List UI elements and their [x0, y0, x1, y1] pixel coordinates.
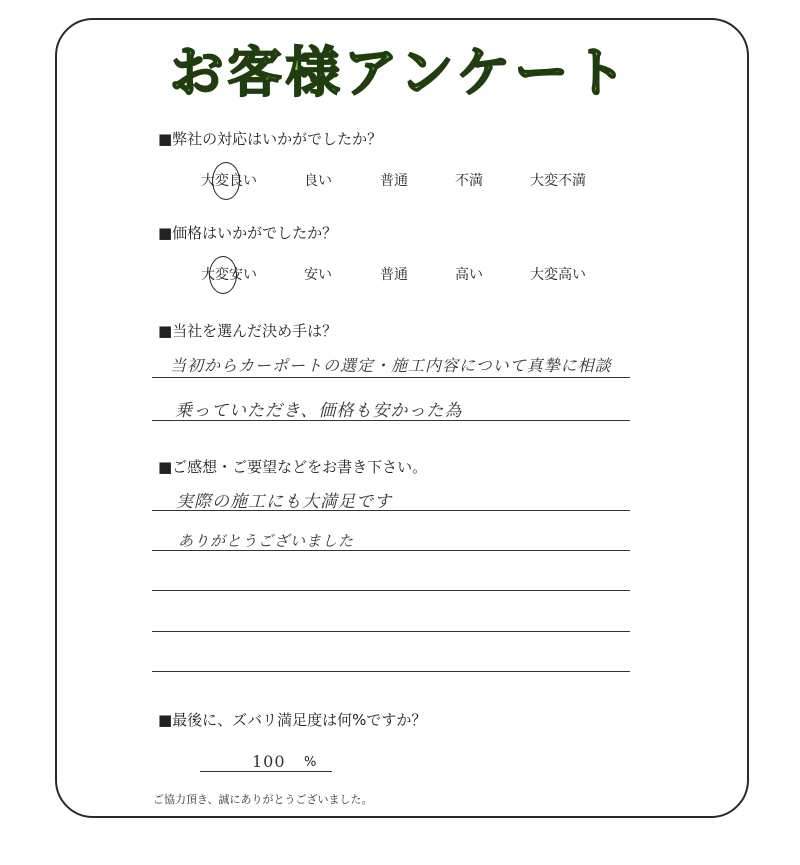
- q3-answer-line-2: 乗っていただき、価格も安かった為: [175, 401, 463, 421]
- q3-answer-line-1: 当初からカーポートの選定・施工内容について真摯に相談: [170, 356, 612, 375]
- footer-thanks: ご協力頂き、誠にありがとうございました。: [153, 793, 373, 806]
- q3-answer-rule-2: [152, 420, 630, 421]
- question-service: ■弊社の対応はいかがでしたか？: [158, 130, 383, 148]
- question-deciding-factor: ■当社を選んだ決め手は？: [158, 322, 338, 340]
- q1-option-good[interactable]: 良い: [304, 173, 332, 189]
- q4-answer-rule-1: [152, 510, 630, 511]
- q1-option-normal[interactable]: 普通: [380, 173, 408, 189]
- q1-option-dissatisfied[interactable]: 不満: [455, 173, 483, 189]
- q2-selected-circle: [209, 256, 237, 294]
- q2-option-cheap[interactable]: 安い: [304, 267, 332, 283]
- q3-answer-rule-1: [152, 377, 630, 378]
- q2-option-normal[interactable]: 普通: [380, 267, 408, 283]
- q4-answer-rule-3: [152, 590, 630, 591]
- satisfaction-value: 100: [252, 752, 286, 771]
- q4-answer-rule-2: [152, 550, 630, 551]
- q2-option-very-expensive[interactable]: 大変高い: [530, 267, 586, 283]
- q4-answer-line-2: ありがとうございました: [178, 532, 355, 550]
- q1-option-very-good[interactable]: 大変良い: [201, 173, 257, 189]
- q2-option-expensive[interactable]: 高い: [455, 267, 483, 283]
- q4-answer-line-1: 実際の施工にも大満足です: [176, 492, 392, 512]
- q4-answer-rule-5: [152, 671, 630, 672]
- page-title: お客様アンケート: [169, 41, 631, 104]
- q4-answer-rule-4: [152, 631, 630, 632]
- satisfaction-unit: %: [304, 755, 317, 770]
- q1-selected-circle: [212, 162, 240, 200]
- question-comments: ■ご感想・ご要望などをお書き下さい。: [158, 458, 428, 476]
- q1-option-very-dissatisfied[interactable]: 大変不満: [530, 173, 586, 189]
- q2-option-very-cheap[interactable]: 大変安い: [201, 267, 257, 283]
- question-satisfaction: ■最後に、ズバリ満足度は何%ですか？: [158, 711, 427, 729]
- question-price: ■価格はいかがでしたか？: [158, 224, 338, 242]
- satisfaction-rule: [200, 771, 332, 772]
